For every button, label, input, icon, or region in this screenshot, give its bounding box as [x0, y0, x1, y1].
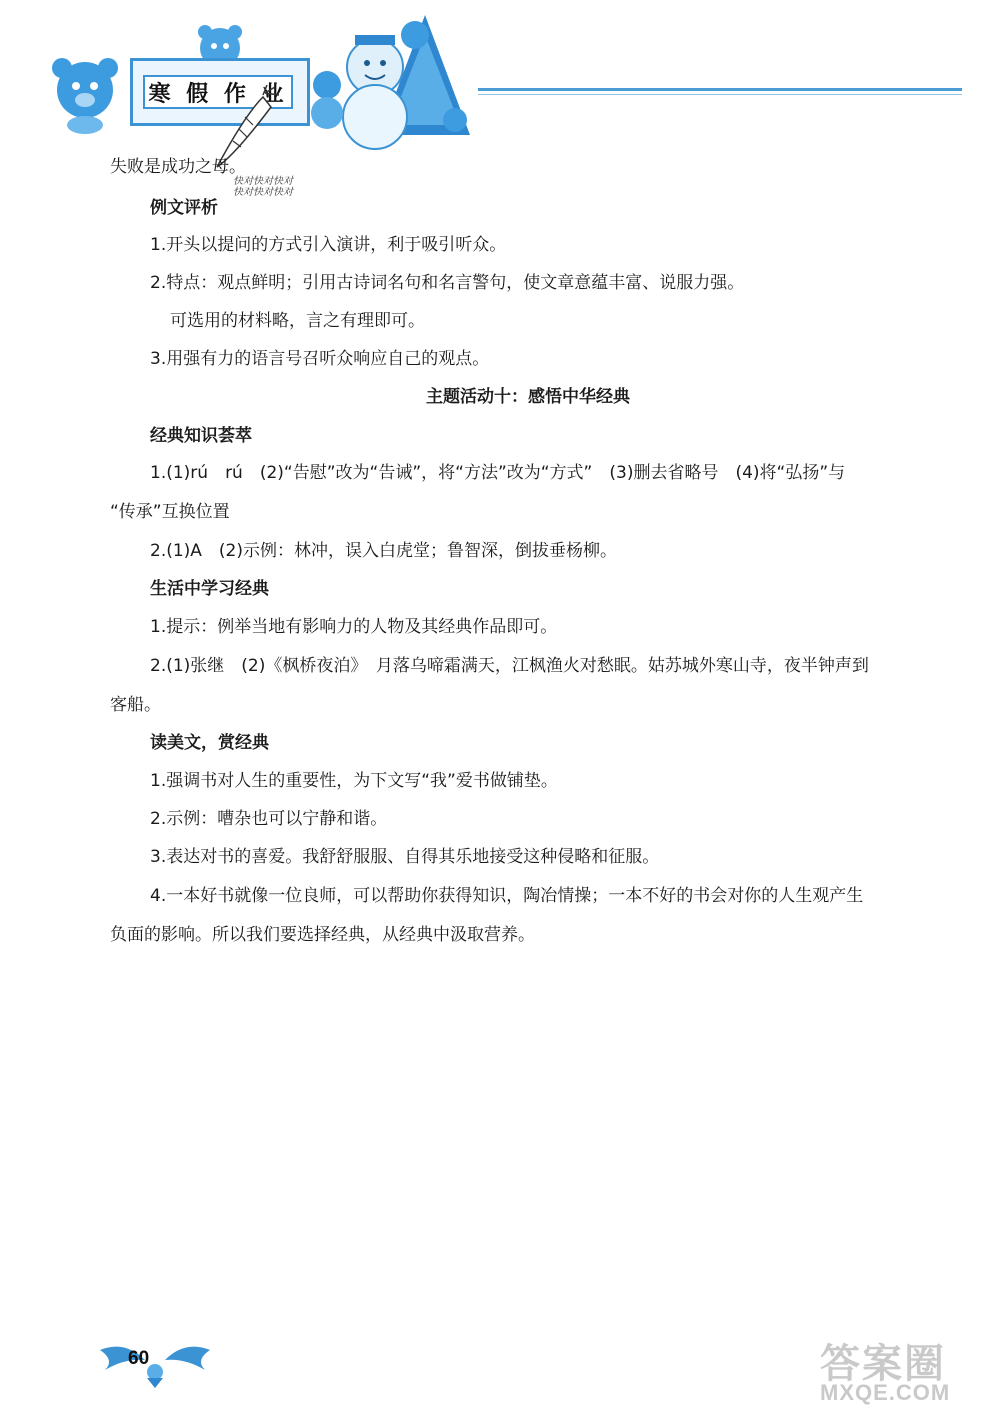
- text-line: 2.(1)张继 (2)《枫桥夜泊》 月落乌啼霜满天，江枫渔火对愁眠。姑苏城外寒山寺，夜半钟声到: [150, 656, 869, 676]
- text-line: 客船。: [110, 695, 161, 715]
- section-heading: 生活中学习经典: [150, 579, 269, 599]
- text-line: “传承”互换位置: [110, 502, 230, 522]
- header-rule-thin: [478, 94, 962, 95]
- text-line: 1.(1)rú rú (2)“告慰”改为“告诫”，将“方法”改为“方式” (3)删去省略号 (4)将“弘扬”与: [150, 463, 846, 483]
- header-title: 寒 假 作 业: [143, 75, 293, 109]
- section-heading: 读美文，赏经典: [150, 733, 269, 753]
- text-line: 1.提示：例举当地有影响力的人物及其经典作品即可。: [150, 617, 558, 637]
- activity-title: 主题活动十：感悟中华经典: [426, 387, 630, 407]
- text-line: 2.特点：观点鲜明；引用古诗词名句和名言警句，使文章意蕴丰富、说服力强。: [150, 273, 745, 293]
- wing-ornament-icon: [95, 1330, 215, 1390]
- text-line: 1.开头以提问的方式引入演讲，利于吸引听众。: [150, 235, 507, 255]
- section-heading: 经典知识荟萃: [150, 426, 252, 446]
- page-header: [0, 0, 1000, 198]
- text-line: 失败是成功之母。: [110, 157, 246, 177]
- page-number: 60: [128, 1348, 150, 1369]
- text-line: 3.表达对书的喜爱。我舒舒服服、自得其乐地接受这种侵略和征服。: [150, 847, 660, 867]
- text-line: 可选用的材料略，言之有理即可。: [170, 311, 425, 331]
- snowman-tree-icon: [305, 5, 480, 155]
- handwritten-note: 快对快对快对 快对快对快对: [233, 176, 293, 198]
- text-line: 3.用强有力的语言号召听众响应自己的观点。: [150, 349, 490, 369]
- text-line: 4.一本好书就像一位良师，可以帮助你获得知识，陶冶情操；一本不好的书会对你的人生观产生: [150, 886, 864, 906]
- section-heading: 例文评析: [150, 198, 218, 218]
- text-line: 负面的影响。所以我们要选择经典，从经典中汲取营养。: [110, 925, 535, 945]
- text-line: 1.强调书对人生的重要性，为下文写“我”爱书做铺垫。: [150, 771, 558, 791]
- bear-mascot-icon: [40, 50, 130, 135]
- text-line: 2.示例：嘈杂也可以宁静和谐。: [150, 809, 388, 829]
- text-line: 2.(1)A (2)示例：林冲，误入白虎堂；鲁智深，倒拔垂杨柳。: [150, 541, 618, 561]
- header-rule: [478, 88, 962, 91]
- site-watermark: 答案圈 MXQE.COM: [820, 1342, 951, 1405]
